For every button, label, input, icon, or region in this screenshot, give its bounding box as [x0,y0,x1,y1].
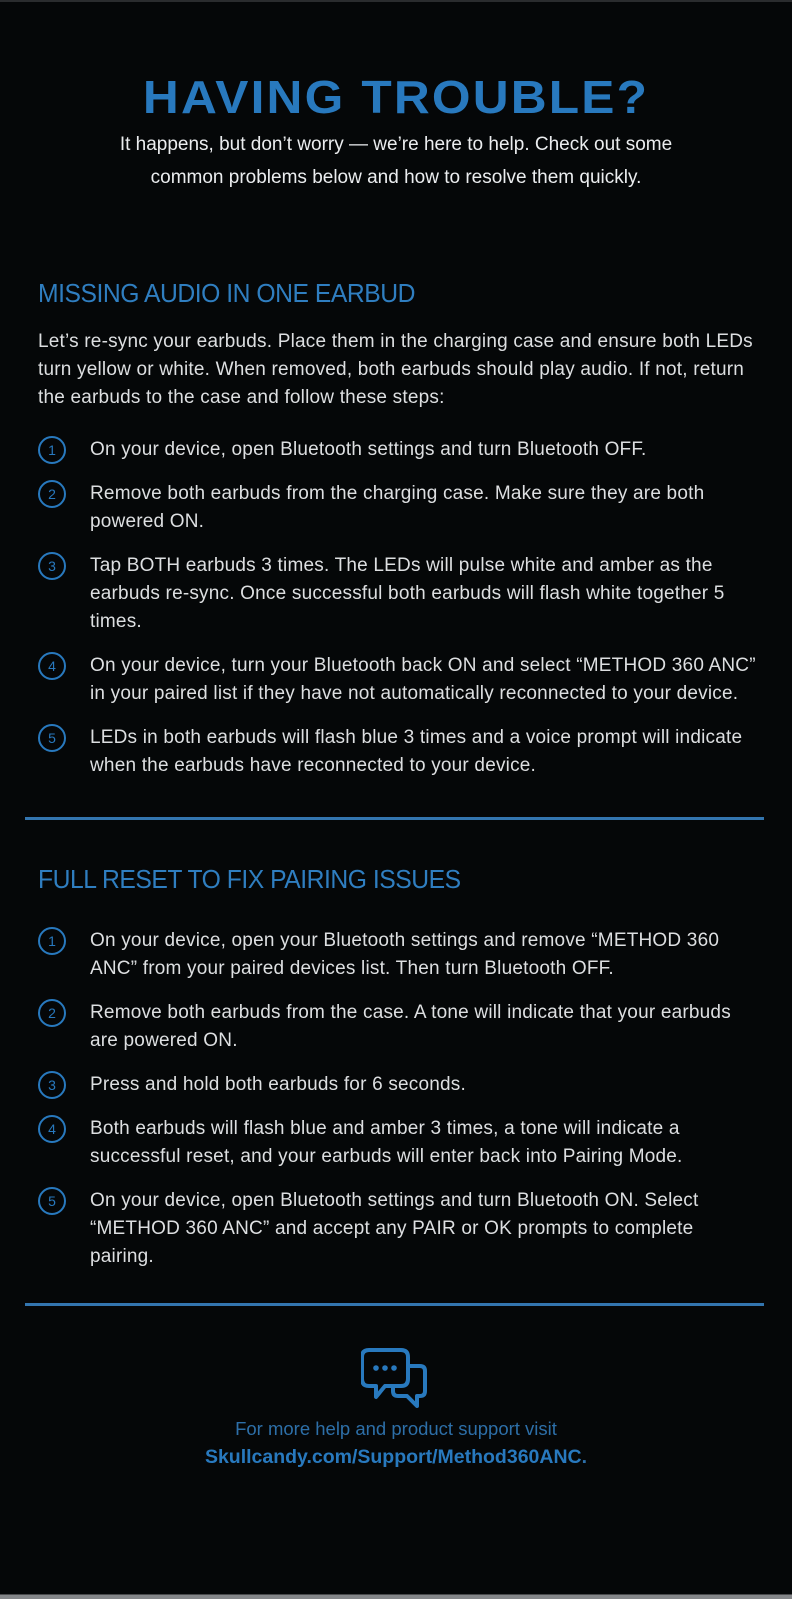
step-item [38,1187,756,1271]
step-item [38,1115,756,1171]
section-full-reset [0,864,792,1271]
support-link-period: . [581,1446,588,1468]
step-text: Remove both earbuds from the charging case. Make sure they are both powered ON. [90,483,705,532]
section-intro: Let’s re-sync your earbuds. Place them in the charging case and ensure both LEDs turn yellow or white. When removed, both earbuds should play audio. If not, return the earbuds to the case and follow these steps: [38,331,753,408]
step-number-badge: 3 [38,1071,66,1099]
step-number-badge: 4 [38,1115,66,1143]
support-text: For more help and product support visit [235,1418,557,1439]
step-number-badge: 5 [38,724,66,752]
step-item [38,927,756,983]
page-subtitle [0,128,792,194]
step-text: LEDs in both earbuds will flash blue 3 times and a voice prompt will indicate when the earbuds have reconnected to your device. [90,727,743,776]
step-text: Press and hold both earbuds for 6 seconds. [90,1074,466,1095]
page-title: HAVING TROUBLE? [142,71,650,123]
step-item [38,999,756,1055]
section-heading-missing-audio: MISSING AUDIO IN ONE EARBUD [38,278,415,308]
step-number-badge: 3 [38,552,66,580]
step-text: Tap BOTH earbuds 3 times. The LEDs will pulse white and amber as the earbuds re-sync. Once successful both earbuds will flash white together 5 times. [90,555,725,632]
step-number-badge: 1 [38,436,66,464]
step-number-badge: 4 [38,652,66,680]
support-link-line [0,1443,792,1471]
subtitle-line-1: It happens, but don’t worry — we’re here to help. Check out some [119,134,673,155]
step-number-badge: 2 [38,999,66,1027]
step-item [38,724,756,780]
resync-steps-list [38,436,756,780]
step-number-badge: 5 [38,1187,66,1215]
step-item [38,552,756,636]
bottom-scroll-edge [0,1594,792,1599]
subtitle-line-2: common problems below and how to resolve them quickly. [150,167,642,188]
step-text: On your device, open Bluetooth settings and turn Bluetooth OFF. [90,439,647,460]
step-text: On your device, open your Bluetooth settings and remove “METHOD 360 ANC” from your paired devices list. Then turn Bluetooth OFF. [90,930,720,979]
section-missing-audio [0,278,792,780]
step-item [38,480,756,536]
step-text: Both earbuds will flash blue and amber 3 times, a tone will indicate a successful reset, and your earbuds will enter back into Pairing Mode. [90,1118,683,1167]
step-number-badge: 1 [38,927,66,955]
step-item [38,652,756,708]
chat-bubbles-icon [361,1348,431,1410]
step-item [38,436,756,464]
section-heading-full-reset: FULL RESET TO FIX PAIRING ISSUES [38,864,461,894]
section-divider [25,817,764,820]
step-text: On your device, open Bluetooth settings and turn Bluetooth ON. Select “METHOD 360 ANC” and accept any PAIR or OK prompts to complete pairing. [90,1190,699,1267]
support-link[interactable]: Skullcandy.com/Support/Method360ANC [204,1446,582,1468]
page-header [0,71,792,194]
step-text: On your device, turn your Bluetooth back ON and select “METHOD 360 ANC” in your paired list if they have not automatically reconnected to your device. [90,655,756,704]
step-text: Remove both earbuds from the case. A tone will indicate that your earbuds are powered ON. [90,1002,731,1051]
step-number-badge: 2 [38,480,66,508]
support-footer [0,1348,792,1471]
reset-steps-list [38,927,756,1271]
top-border-line [0,0,792,2]
section-divider [25,1303,764,1306]
step-item [38,1071,756,1099]
